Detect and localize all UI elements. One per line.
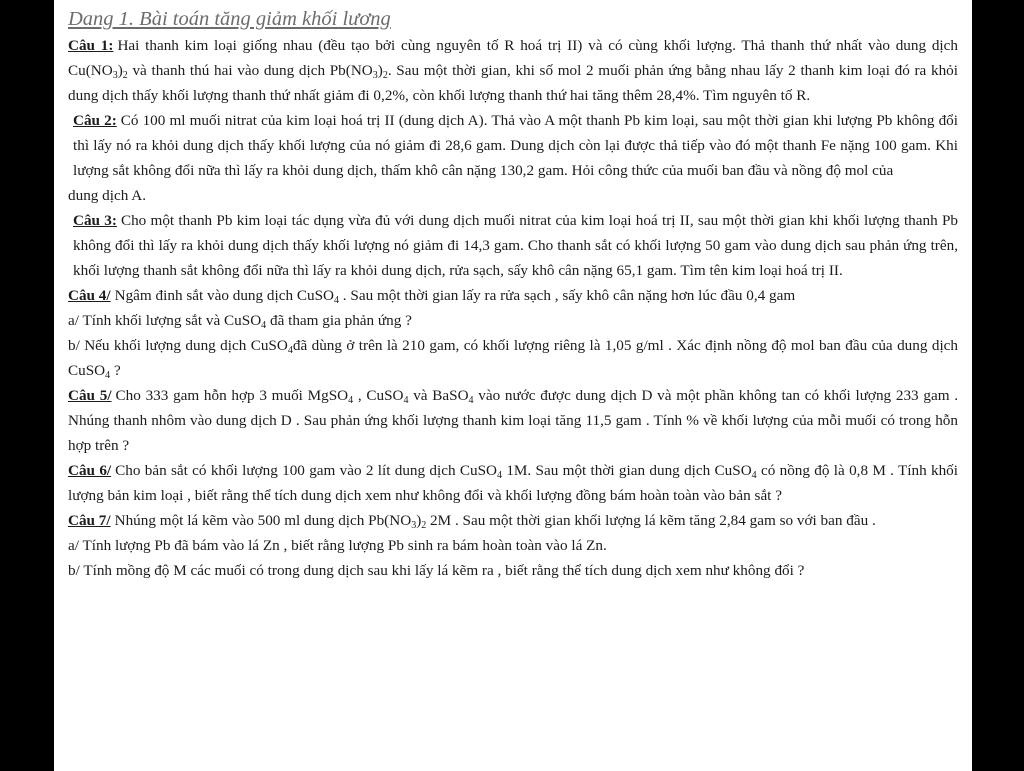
question-7-part-a: a/ Tính lượng Pb đã bám vào lá Zn , biết rằng lượng Pb sinh ra bám hoàn toàn vào lá Zn.: [68, 537, 607, 554]
question-5: Câu 5/ Cho 333 gam hỗn hợp 3 muối MgSO$_4$ , CuSO$_4$ và BaSO$_4$ vào nước được dung dịch D và một phần không tan có khối lượng 233 gam . Nhúng thanh nhôm vào dung dịch D . Sau phản ứng khối lượng thanh kim loại tăng 11,5 gam . Tính % về khối lượng của mỗi muối có trong hỗn hợp trên ?: [68, 387, 959, 454]
question-7-label: Câu 7/: [68, 512, 111, 529]
question-7-part-b: b/ Tính mồng độ M các muối có trong dung dịch sau khi lấy lá kẽm ra , biết rằng thể tích dung dịch xem như không đổi ?: [68, 562, 805, 579]
question-4-part-b: b/ Nếu khối lượng dung dịch CuSO$_4$đã dùng ở trên là 210 gam, có khối lượng riêng là 1,05 g/ml . Xác định nồng độ mol ban đầu của dung dịch CuSO$_4$ ?: [68, 337, 958, 381]
question-4-part-a: a/ Tính khối lượng sắt và CuSO$_4$ đã tham gia phản ứng ?: [68, 312, 412, 331]
question-1-label: Câu 1:: [68, 37, 114, 54]
question-6: Câu 6/ Cho bản sắt có khối lượng 100 gam vào 2 lít dung dịch CuSO$_4$ 1M. Sau một thời gian dung dịch CuSO$_4$ có nồng độ là 0,8 M . Tính khối lượng bản kim loại , biết rằng thể tích dung dịch xem như không đổi và khối lượng đồng bám hoàn toàn vào bản sắt ?: [68, 462, 958, 504]
question-4: Câu 4/ Ngâm đinh sắt vào dung dịch CuSO$_4$ . Sau một thời gian lấy ra rửa sạch , sấy khô cân nặng hơn lúc đầu 0,4 gam: [68, 287, 796, 306]
question-6-label: Câu 6/: [68, 462, 112, 479]
section-heading: Dang 1. Bài toán tăng giảm khối lương: [68, 8, 391, 30]
question-3: Câu 3: Cho một thanh Pb kim loại tác dụng vừa đủ với dung dịch muối nitrat của kim loại hoá trị II, sau một thời gian khi khối lượng thanh Pb không đổi thì lấy ra khỏi dung dịch thấy khối lượng nó giảm đi 14,3 gam. Cho thanh sắt có khối lượng 50 gam vào dung dịch sau phản ứng trên, khối lượng thanh sắt không đổi nữa thì lấy ra khỏi dung dịch, rửa sạch, sấy khô cân nặng 65,1 gam. Tìm tên kim loại hoá trị II.: [73, 212, 958, 279]
question-4-label: Câu 4/: [68, 287, 111, 304]
document-content: [68, 6, 958, 583]
question-7: Câu 7/ Nhúng một lá kẽm vào 500 ml dung dịch $Pb(NO_3)_2$ 2M . Sau một thời gian khối lượng lá kẽm tăng 2,84 gam so với ban đầu .: [68, 512, 876, 531]
question-5-label: Câu 5/: [68, 387, 112, 404]
question-1: Câu 1: Hai thanh kim loại giống nhau (đều tạo bởi cùng nguyên tố R hoá trị II) và có cùng khối lượng. Thả thanh thứ nhất vào dung dịch $Cu(NO_3)_2$ và thanh thú hai vào dung dịch $Pb(NO_3)_2$. Sau một thời gian, khi số mol 2 muối phản ứng bằng nhau lấy 2 thanh kim loại đó ra khỏi dung dịch thấy khối lượng thanh thứ nhất giảm đi 0,2%, còn khối lượng thanh thứ hai tăng thêm 28,4%. Tìm nguyên tố R.: [68, 37, 958, 104]
question-2-continuation: dung dịch A.: [68, 187, 147, 204]
question-2: Câu 2: Có 100 ml muối nitrat của kim loại hoá trị II (dung dịch A). Thả vào A một thanh Pb kim loại, sau một thời gian khi lượng Pb không đổi thì lấy nó ra khỏi dung dịch thấy khối lượng của nó giảm đi 28,6 gam. Dung dịch còn lại được thả tiếp vào đó một thanh Fe nặng 100 gam. Khi lượng sắt không đổi nữa thì lấy ra khỏi dung dịch, thấm khô cân nặng 130,2 gam. Hỏi công thức của muối ban đầu và nồng độ mol của: [73, 112, 958, 179]
question-3-label: Câu 3:: [73, 212, 117, 229]
document-page: [54, 0, 972, 771]
question-2-label: Câu 2:: [73, 112, 117, 129]
